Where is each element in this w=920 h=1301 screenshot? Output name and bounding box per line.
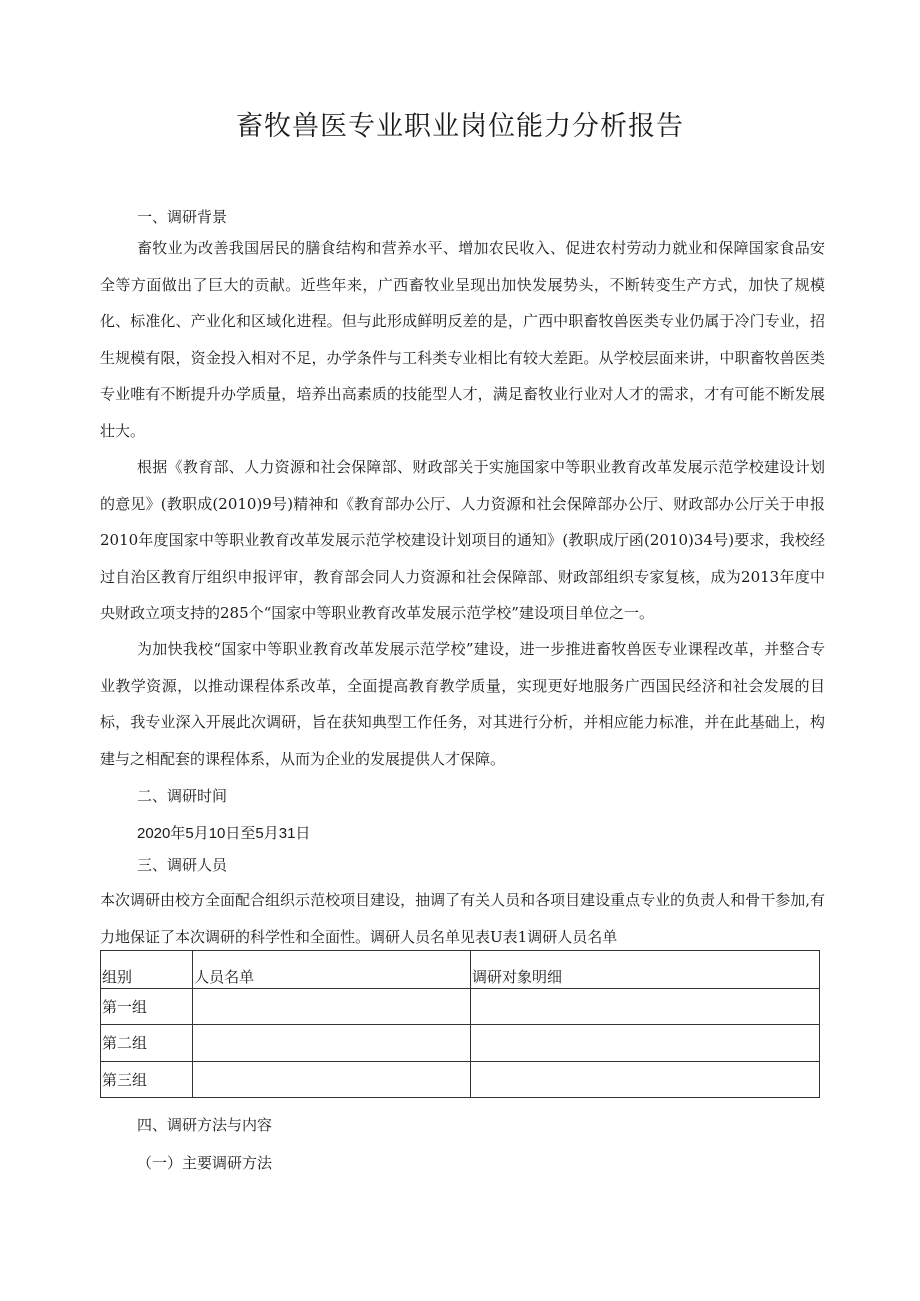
paragraph-personnel: 本次调研由校方全面配合组织示范校项目建设，抽调了有关人员和各项目建设重点专业的负责人和骨干参加,有力地保证了本次调研的科学性和全面性。调研人员名单见表U表1调研人员名单 bbox=[100, 891, 825, 946]
subsection-heading-main-methods: （一）主要调研方法 bbox=[137, 1154, 273, 1172]
table-cell-targets bbox=[470, 1061, 819, 1098]
table-row bbox=[101, 1061, 820, 1098]
table-header-group: 组别 bbox=[101, 951, 193, 989]
paragraph-background-2: 根据《教育部、人力资源和社会保障部、财政部关于实施国家中等职业教育改革发展示范学校建设计划的意见》(教职成(2010)9号)精神和《教育部办公厅、人力资源和社会保障部办公厅、财政部办公厅关于申报2010年度国家中等职业教育改革发展示范学校建设计划项目的通知》(教职成厅函(2010)34号)要求，我校经过自治区教育厅组织申报评审，教育部会同人力资源和社会保障部、财政部组织专家复核，成为2013年度中央财政立项支持的285个“国家中等职业教育改革发展示范学校”建设项目单位之一。 bbox=[100, 458, 825, 622]
table-row bbox=[101, 1025, 820, 1062]
table-cell-members bbox=[193, 1025, 471, 1062]
table-cell-group: 第三组 bbox=[101, 1061, 193, 1098]
section-heading-time: 二、调研时间 bbox=[137, 787, 228, 805]
table-row bbox=[101, 988, 820, 1025]
table-header-members: 人员名单 bbox=[193, 951, 471, 989]
table-cell-group: 第二组 bbox=[101, 1025, 193, 1062]
table-cell-targets bbox=[470, 988, 819, 1025]
document-title: 畜牧兽医专业职业岗位能力分析报告 bbox=[236, 111, 684, 142]
paragraph-background-3: 为加快我校“国家中等职业教育改革发展示范学校”建设，进一步推进畜牧兽医专业课程改革，并整合专业教学资源，以推动课程体系改革，全面提高教育教学质量，实现更好地服务广西国民经济和社会发展的目标，我专业深入开展此次调研，旨在获知典型工作任务，对其进行分析，并相应能力标准，并在此基础上，构建与之相配套的课程体系，从而为企业的发展提供人才保障。 bbox=[100, 640, 825, 768]
personnel-table bbox=[100, 950, 820, 1098]
table-header-targets: 调研对象明细 bbox=[470, 951, 819, 989]
table-cell-members bbox=[193, 988, 471, 1025]
table-cell-targets bbox=[470, 1025, 819, 1062]
table-header-row bbox=[101, 951, 820, 989]
section-heading-personnel: 三、调研人员 bbox=[137, 856, 228, 874]
paragraph-background-1: 畜牧业为改善我国居民的膳食结构和营养水平、增加农民收入、促进农村劳动力就业和保障国家食品安全等方面做出了巨大的贡献。近些年来，广西畜牧业呈现出加快发展势头，不断转变生产方式，加快了规模化、标准化、产业化和区域化进程。但与此形成鲜明反差的是，广西中职畜牧兽医类专业仍属于冷门专业，招生规模有限，资金投入相对不足，办学条件与工科类专业相比有较大差距。从学校层面来讲，中职畜牧兽医类专业唯有不断提升办学质量，培养出高素质的技能型人才，满足畜牧业行业对人才的需求，才有可能不断发展壮大。 bbox=[100, 239, 825, 440]
table-cell-members bbox=[193, 1061, 471, 1098]
research-dates: 2020年5月10日至5月31日 bbox=[137, 825, 311, 842]
section-heading-background: 一、调研背景 bbox=[137, 208, 228, 226]
section-heading-methods: 四、调研方法与内容 bbox=[137, 1116, 273, 1134]
table-cell-group: 第一组 bbox=[101, 988, 193, 1025]
